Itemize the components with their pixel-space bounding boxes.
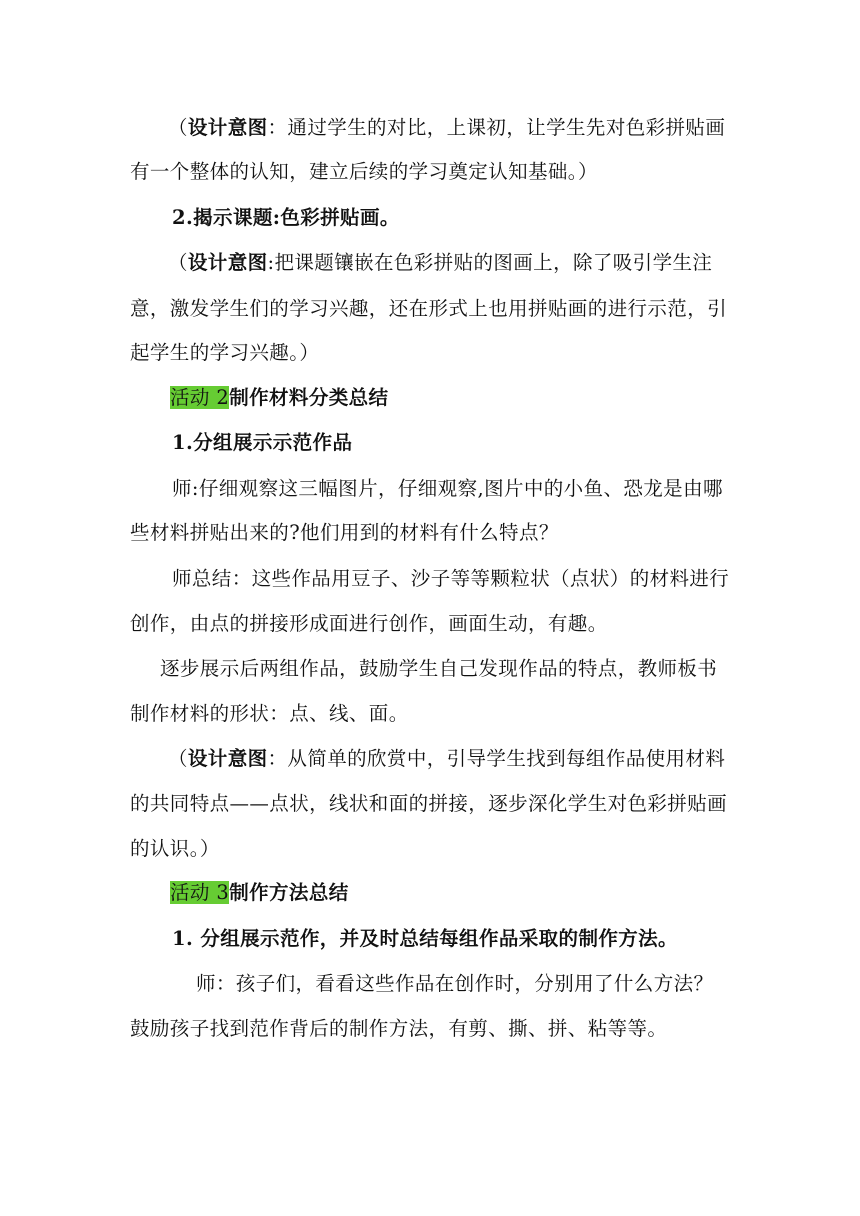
teacher-method-line-2: 鼓励孩子找到范作背后的制作方法，有剪、撕、拼、粘等等。 <box>130 1017 668 1040</box>
design-intent-text: ：通过学生的对比，上课初，让学生先对色彩拼贴画 <box>267 116 726 139</box>
design-intent-3-line-3: 的认识。） <box>130 837 220 860</box>
design-intent-1-line-1 <box>168 113 725 143</box>
design-intent-3-line-1 <box>168 744 725 774</box>
activity-3-tag: 活动 3 <box>170 881 230 904</box>
design-intent-label: 设计意图 <box>187 747 268 770</box>
design-intent-2-line-3: 起学生的学习兴趣。） <box>130 341 320 364</box>
design-intent-2-line-1 <box>168 248 712 278</box>
teacher-summary-line-2: 创作，由点的拼接形成面进行创作，画面生动，有趣。 <box>130 612 608 635</box>
design-intent-2-line-2: 意，激发学生们的学习兴趣，还在形式上也用拼贴画的进行示范，引 <box>130 297 728 320</box>
gradual-display-line-2: 制作材料的形状：点、线、面。 <box>130 702 409 725</box>
design-intent-3-line-2: 的共同特点——点状，线状和面的拼接，逐步深化学生对色彩拼贴画 <box>130 792 728 815</box>
teacher-question-line-1: 师:仔细观察这三幅图片，仔细观察,图片中的小鱼、恐龙是由哪 <box>172 477 723 500</box>
design-intent-label: 设计意图 <box>187 116 268 139</box>
activity-2-heading <box>170 383 388 413</box>
design-intent-text: ：从简单的欣赏中，引导学生找到每组作品使用材料 <box>267 747 726 770</box>
design-intent-label: 设计意图 <box>187 251 268 274</box>
paren-open: （ <box>168 116 188 139</box>
design-intent-text: :把课题镶嵌在色彩拼贴的图画上，除了吸引学生注 <box>267 251 713 274</box>
design-intent-1-line-2: 有一个整体的认知，建立后续的学习奠定认知基础。） <box>130 160 598 183</box>
gradual-display-line-1: 逐步展示后两组作品，鼓励学生自己发现作品的特点，教师板书 <box>160 657 718 680</box>
teacher-summary-line-1: 师总结：这些作品用豆子、沙子等等颗粒状（点状）的材料进行 <box>172 567 730 590</box>
step-1-method-heading: 1. 分组展示范作，并及时总结每组作品采取的制作方法。 <box>172 927 678 950</box>
teacher-question-line-2: 些材料拼贴出来的?他们用到的材料有什么特点？ <box>130 521 559 544</box>
step-1-heading: 1.分组展示示范作品 <box>172 431 353 454</box>
paren-open: （ <box>168 251 188 274</box>
activity-3-heading <box>170 878 349 908</box>
activity-3-title: 制作方法总结 <box>229 881 349 904</box>
activity-2-tag: 活动 2 <box>170 386 230 409</box>
teacher-method-line-1: 师：孩子们，看看这些作品在创作时，分别用了什么方法？ <box>196 972 714 995</box>
step-2-heading: 2.揭示课题:色彩拼贴画。 <box>172 206 400 229</box>
paren-open: （ <box>168 747 188 770</box>
activity-2-title: 制作材料分类总结 <box>229 386 389 409</box>
